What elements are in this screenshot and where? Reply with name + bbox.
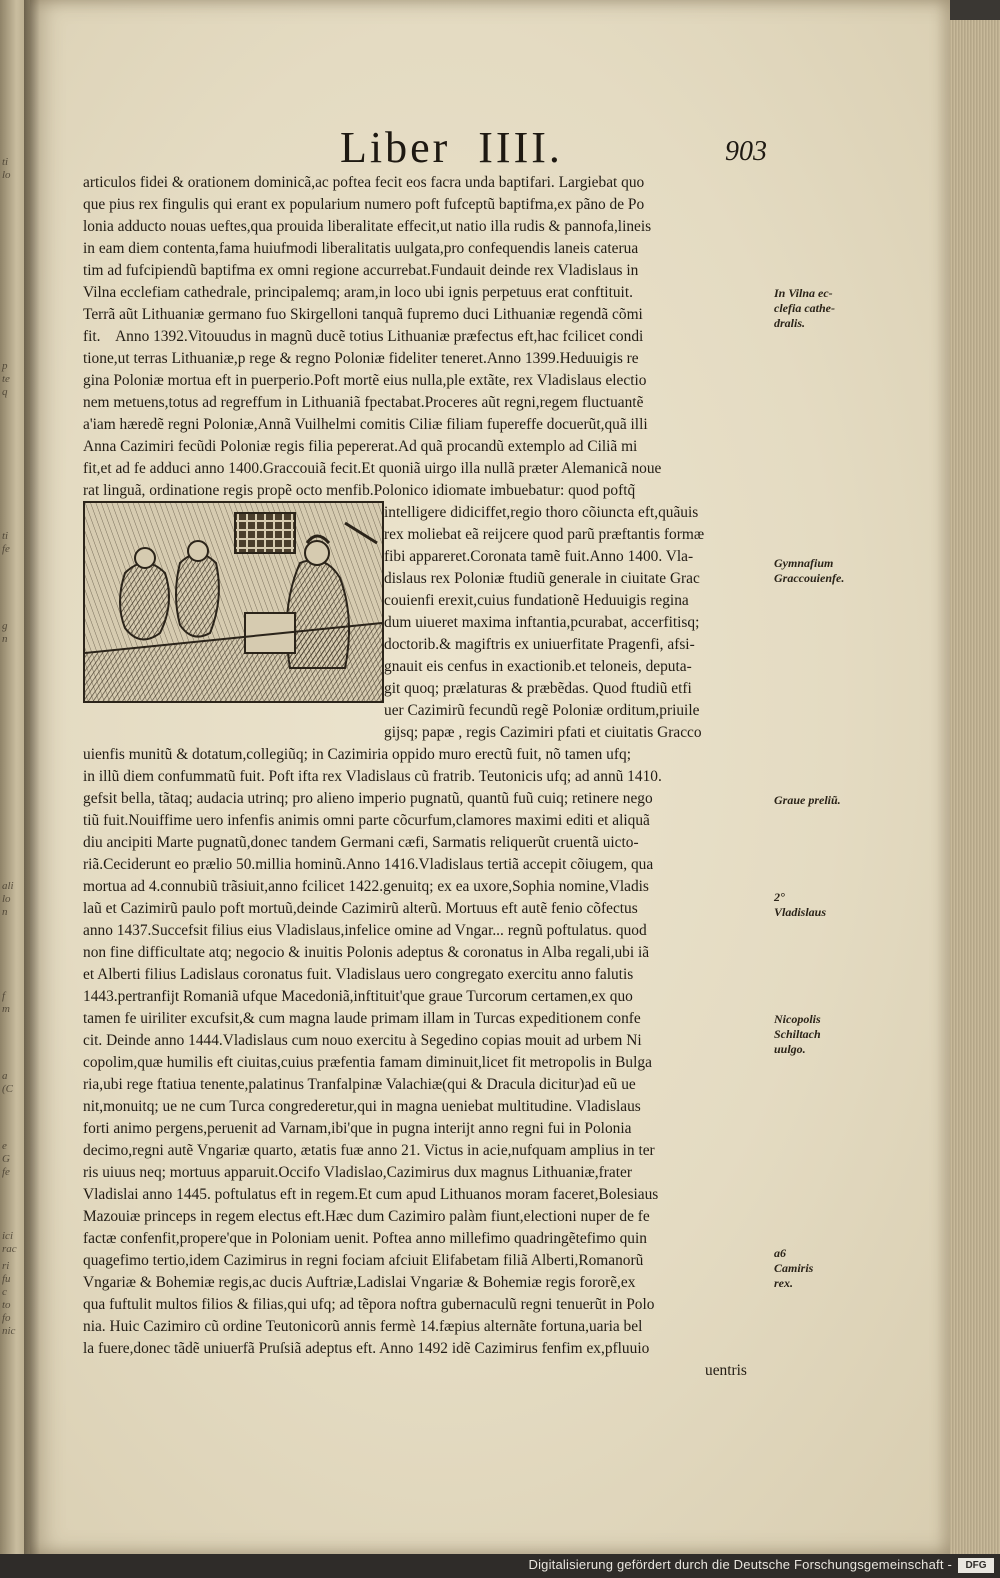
text-line: et Alberti filius Ladislaus coronatus fuit. Vladislaus uero congregato exercitu anno falutis	[83, 966, 634, 983]
text-line: cit. Deinde anno 1444.Vladislaus cum nouo exercitu à Segedino copias mouit ad urbem Ni	[83, 1032, 642, 1049]
text-line: gefsit bella, tãtaq; audacia utrinq; pro alieno imperio pugnatũ, quantũ fuũ cuiq; retinere nego	[83, 790, 653, 807]
text-line: tiũ fuit.Nouiffime uero infenfis animis omni parte cõcurfum,clamores maximi editi et aliquã	[83, 812, 650, 829]
text-line: in eam diem contenta,fama huiufmodi liberalitatis uulgata,pro confequendis laneis caterua	[83, 240, 639, 257]
text-line: doctorib.& magiftris ex uniuerfitate Pragenfi, afsi-	[384, 636, 695, 653]
text-line: rat linguã, ordinatione regis propẽ octo menfib.Polonico idiomate imbuebatur: quod poftq̃	[83, 482, 636, 499]
book-fore-edge	[950, 20, 1000, 1554]
text-line: ria,ubi rege ftatiua tenente,palatinus Tranfalpinæ Valachiæ(qui & Dracula dicitur)ad eũ ue	[83, 1076, 636, 1093]
text-line: articulos fidei & orationem dominicã,ac poftea fecit eos facra unda baptifari. Largiebat quo	[83, 174, 645, 191]
text-line: ris uiuus neq; mortuus apparuit.Occifo Vladislao,Cazimirus dux magnus Lithuaniæ,frater	[83, 1164, 632, 1181]
text-line: 1443.pertranfijt Romaniã ufque Macedoniã,inftituit'que graue Turcorum certamen,ex quo	[83, 988, 633, 1005]
running-title: Liber IIII.	[340, 123, 563, 172]
text-line: in illũ diem confummatũ fuit. Poft ifta rex Vladislaus cũ fratrib. Teutonicis ufq; ad annũ 1410.	[83, 768, 662, 785]
text-line: intelligere didiciffet,regio thoro cõiuncta eft,quãuis	[384, 504, 699, 521]
text-line: forti animo pergens,peruenit ad Varnam,ibi'que in pugna interijt anno regni fui in Polonia	[83, 1120, 632, 1137]
text-line: rex moliebat eã reijcere quod parũ præftantis formæ	[384, 526, 705, 543]
facing-page-fragment: f m	[2, 990, 10, 1015]
text-line: tione,ut terras Lithuaniæ,p rege & regno Poloniæ fideliter teneret.Anno 1399.Heduuigis re	[83, 350, 639, 367]
text-line: riã.Ceciderunt eo prælio 50.millia hominũ.Anno 1416.Vladislaus tertiã accepit cõiugem, qua	[83, 856, 654, 873]
text-line: fit,et ad fe adduci anno 1400.Graccouiã fecit.Et quoniã uirgo illa nullã præter Alemanicã noue	[83, 460, 662, 477]
text-line: lonia adducto nouas ueftes,qua prouida liberalitate effecit,ut natio illa rudis & pannofa,lineis	[83, 218, 652, 235]
text-line: Vngariæ & Bohemiæ regis,ac ducis Auftriæ,Ladislai Vngariæ & Bohemiæ regis fororẽ,ex	[83, 1274, 636, 1291]
facing-page-fragment: ici rac	[2, 1230, 17, 1255]
text-line: copolim,quæ humilis eft ciuitas,cuius præfentia famam diminuit,licet fit metropolis in Bulga	[83, 1054, 652, 1071]
margin-note: In Vilna ec- clefia cathe- dralis.	[774, 286, 835, 330]
text-line: non fine difficultate atq; negocio & inuitis Polonis adeptus & coronatus in Alba regali,ubi iã	[83, 944, 650, 961]
text-line: Vladislai anno 1445. poftulatus eft in regem.Et cum apud Lithuanos moram faceret,Bolesiaus	[83, 1186, 659, 1203]
page-gutter	[24, 0, 40, 1578]
facing-page-fragment: ali lo n	[2, 880, 14, 918]
text-line: nia. Huic Cazimiro cũ ordine Teutonicorũ annis fermè 14.fæpius alternãte fortuna,uaria bel	[83, 1318, 643, 1335]
text-line: Mazouiæ princeps in regem electus eft.Hæc dum Cazimiro palàm fiunt,electioni nuper de fe	[83, 1208, 650, 1225]
text-line: que pius rex fingulis qui erant ex popularium numero poft fufceptũ baptifma,ex pãno de Po	[83, 196, 645, 213]
text-line: uer Cazimirũ fecundũ regẽ Poloniæ orditum,priuile	[384, 702, 700, 719]
text-line: dum uiueret maxima inftantia,pcurabat, accerfitisq;	[384, 614, 700, 631]
text-line: git quoq; prælaturas & præbẽdas. Quod ftudiũ etfi	[384, 680, 692, 697]
facing-page-fragment: ri fu c to fo nic	[2, 1260, 16, 1337]
text-line: mortua ad 4.connubiũ trãsiuit,anno fcilicet 1422.genuitq; ex ea uxore,Sophia nomine,Vladis	[83, 878, 649, 895]
woodcut-illustration	[83, 501, 384, 703]
text-line: tim ad fufcipiendũ baptifma ex omni regione accurrebat.Fundauit deinde rex Vladislaus in	[83, 262, 639, 279]
text-line: laũ et Cazimirũ paulo poft mortuũ,deinde Cazimirũ alterũ. Mortuus eft autẽ fenio cõfectus	[83, 900, 638, 917]
text-line: anno 1437.Succefsit filius eius Vladislaus,infelice omine ad Vngar... regnũ poftulatus. quod	[83, 922, 647, 939]
text-line: diu ancipiti Marte pugnatũ,donec tandem Germani cæfi, Sarmatis reliquerũt cruentã uicto-	[83, 834, 639, 851]
facing-page-fragment: a (C	[2, 1070, 13, 1095]
text-line: decimo,regni autẽ Vngariæ quarto, ætatis fuæ anno 21. Victus in acie,nufquam amplius in ter	[83, 1142, 655, 1159]
text-line: qua fuftulit multos filios & filias,qui ufq; ad tẽpora noftra gubernaculũ regni tenuerũt in Polo	[83, 1296, 655, 1313]
text-line: uienfis munitũ & dotatum,collegiũq; in Cazimiria oppido muro erectũ fuit, nõ tamen ufq;	[83, 746, 631, 763]
margin-note: 2° Vladislaus	[774, 890, 827, 919]
text-line: couienfi erexit,cuius fundationẽ Heduuigis regina	[384, 592, 689, 609]
text-line: quagefimo tertio,idem Cazimirus in regni fociam afciuit Elifabetam filiã Alberti,Romanorũ	[83, 1252, 644, 1269]
facing-page-fragment: p te q	[2, 360, 10, 398]
page-number: 903	[725, 136, 767, 167]
dfg-logo: DFG	[958, 1558, 994, 1573]
footer-credit: Digitalisierung gefördert durch die Deutsche Forschungsgemeinschaft -	[528, 1557, 952, 1572]
catchword: uentris	[705, 1362, 747, 1379]
text-line: tamen fe uiriliter excufsit,& cum magna laude primam illam in Turcas expeditionem confe	[83, 1010, 641, 1027]
facing-page-fragment: g n	[2, 620, 8, 645]
text-line: dislaus rex Poloniæ ftudiũ generale in ciuitate Grac	[384, 570, 700, 587]
margin-note: Graue preliũ.	[774, 793, 841, 807]
text-line: fibi appareret.Coronata tamẽ fuit.Anno 1400. Vla-	[384, 548, 694, 565]
margin-note: Nicopolis Schiltach uulgo.	[774, 1012, 821, 1056]
text-line: gina Poloniæ mortua eft in puerperio.Poft mortẽ eius nulla,ple extãte, rex Vladislaus electio	[83, 372, 647, 389]
facing-page-fragment: ti fe	[2, 530, 10, 555]
margin-note: a6 Camiris rex.	[774, 1246, 814, 1290]
text-line: nem metuens,totus ad regreffum in Lithuaniã fpectabat.Proceres aũt regni,regem fluctuantẽ	[83, 394, 644, 411]
text-line: gnauit eis cenfus in exactionib.et teloneis, deputa-	[384, 658, 692, 675]
text-line: Vilna ecclefiam cathedrale, principalemq; aram,in loco ubi ignis perpetuus erat conftituit.	[83, 284, 633, 301]
facing-page-fragment: e G fe	[2, 1140, 10, 1178]
text-line: Terrã aũt Lithuaniæ germano fuo Skirgelloni tanquã fupremo duci Lithuaniæ regendã cõmi	[83, 306, 643, 323]
text-line: la fuere,donec tãdẽ uniuerfã Pruſsiã adeptus eft. Anno 1492 idẽ Cazimirus fenfim ex,pfluuio	[83, 1340, 650, 1357]
text-line: fit. Anno 1392.Vitouudus in magnũ ducẽ totius Lithuaniæ præfectus eft,hac fcilicet condi	[83, 328, 644, 345]
text-line: factæ confenfit,propere'que in Poloniam uenit. Poftea anno millefimo quadringẽtefimo quin	[83, 1230, 647, 1247]
text-line: Anna Cazimiri fecũdi Poloniæ regis filia pepererat.Ad quã procandũ extemplo ad Ciliã mi	[83, 438, 638, 455]
margin-note: Gymnafium Graccouienfe.	[774, 556, 845, 585]
text-line: gijsq; papæ , regis Cazimiri pfati et ciuitatis Gracco	[384, 724, 702, 741]
facing-page-fragment: ti lo	[2, 156, 11, 181]
text-line: a'iam hæredẽ regni Poloniæ,Annã Vuilhelmi comitis Ciliæ filiam fupereffe docuerũt,quã illi	[83, 416, 648, 433]
text-line: nit,monuitq; ue ne cum Turca congrederetur,qui in magna ueniebat multitudine. Vladislaus	[83, 1098, 641, 1115]
